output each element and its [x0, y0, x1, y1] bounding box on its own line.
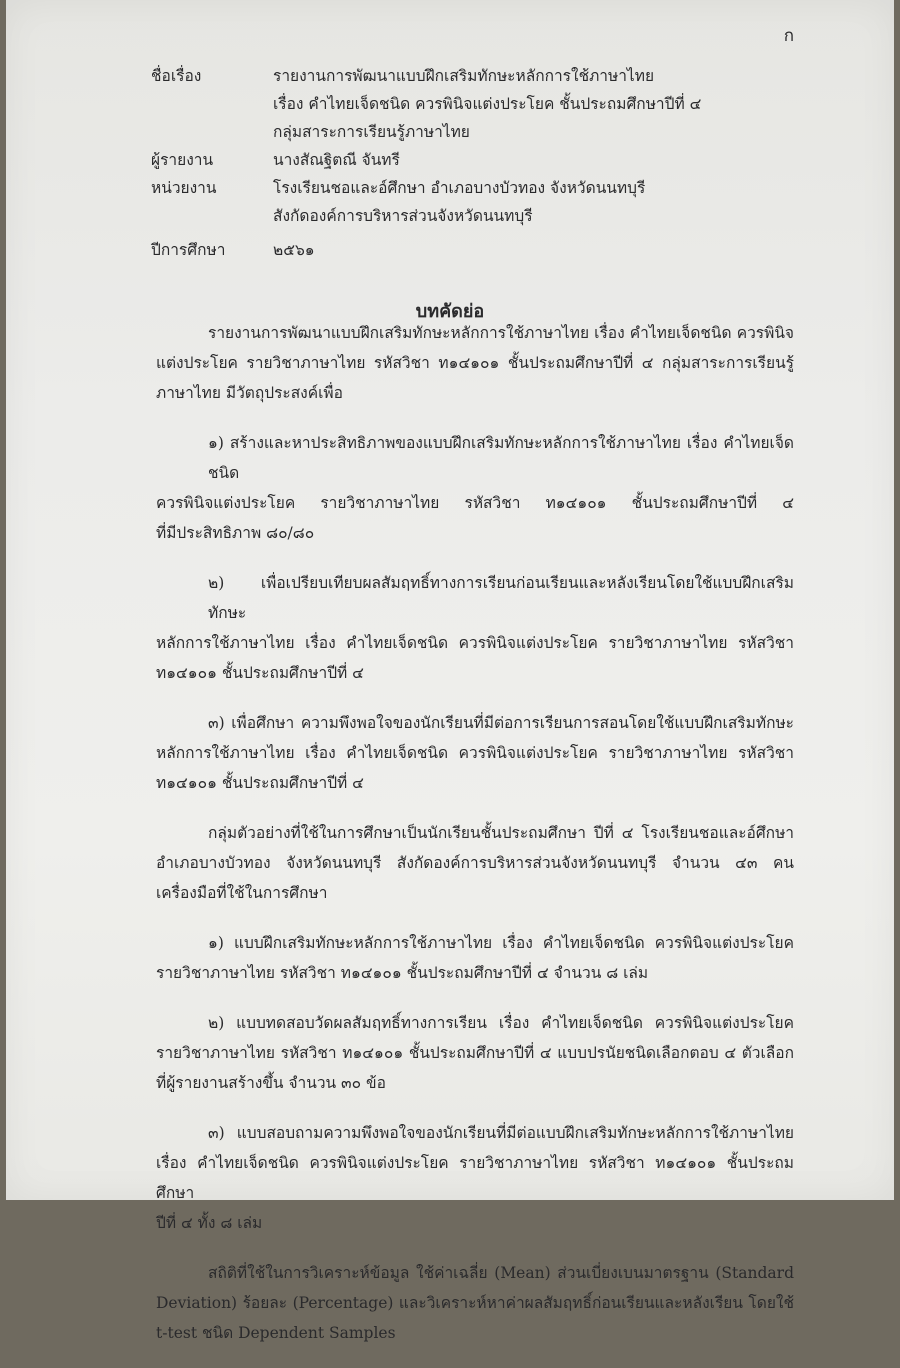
author-name: นางสัณฐิตณี จันทรี [273, 151, 400, 169]
paragraph-line: ท๑๔๑๐๑ ชั้นประถมศึกษาปีที่ ๔ [156, 664, 364, 682]
paragraph-line: ที่ผู้รายงานสร้างขึ้น จำนวน ๓๐ ข้อ [156, 1074, 386, 1092]
instrument-item [156, 928, 794, 988]
paragraph-line: Deviation) ร้อยละ (Percentage) และวิเคราะห์หาค่าผลสัมฤทธิ์ก่อนเรียนและหลังเรียน โดยใช้ [156, 1294, 794, 1312]
abstract-heading: บทคัดย่อ [415, 301, 485, 322]
paragraph-line: รายวิชาภาษาไทย รหัสวิชา ท๑๔๑๐๑ ชั้นประถมศึกษาปีที่ ๔ แบบปรนัยชนิดเลือกตอบ ๔ ตัวเลือก [156, 1044, 794, 1062]
paragraph-line: ควรพินิจแต่งประโยค รายวิชาภาษาไทย รหัสวิชา ท๑๔๑๐๑ ชั้นประถมศึกษาปีที่ ๔ [156, 494, 794, 512]
paragraph-line: ๒) แบบทดสอบวัดผลสัมฤทธิ์ทางการเรียน เรื่อง คำไทยเจ็ดชนิด ควรพินิจแต่งประโยค [208, 1014, 794, 1032]
paragraph-line: รายงานการพัฒนาแบบฝึกเสริมทักษะหลักการใช้ภาษาไทย เรื่อง คำไทยเจ็ดชนิด ควรพินิจ [208, 324, 794, 342]
title-line: รายงานการพัฒนาแบบฝึกเสริมทักษะหลักการใช้ภาษาไทย [273, 67, 655, 85]
paragraph-line: สถิติที่ใช้ในการวิเคราะห์ข้อมูล ใช้ค่าเฉลี่ย (Mean) ส่วนเบี่ยงเบนมาตรฐาน (Standard [208, 1264, 794, 1282]
title-line: เรื่อง คำไทยเจ็ดชนิด ควรพินิจแต่งประโยค ชั้นประถมศึกษาปีที่ ๔ [273, 95, 702, 113]
title-line: กลุ่มสาระการเรียนรู้ภาษาไทย [273, 123, 470, 141]
objective-item [156, 428, 794, 548]
abstract-paragraph [156, 318, 794, 408]
author-row [151, 146, 831, 174]
paragraph-line: ปีที่ ๔ ทั้ง ๘ เล่ม [156, 1214, 263, 1232]
paragraph-line: หลักการใช้ภาษาไทย เรื่อง คำไทยเจ็ดชนิด ควรพินิจแต่งประโยค รายวิชาภาษาไทย รหัสวิชา [156, 744, 794, 762]
paragraph-line: รายวิชาภาษาไทย รหัสวิชา ท๑๔๑๐๑ ชั้นประถมศึกษาปีที่ ๔ จำนวน ๘ เล่ม [156, 964, 649, 982]
year-label: ปีการศึกษา [151, 241, 226, 259]
paragraph-line: ๓) แบบสอบถามความพึงพอใจของนักเรียนที่มีต่อแบบฝึกเสริมทักษะหลักการใช้ภาษาไทย [208, 1124, 794, 1142]
objective-item [156, 568, 794, 688]
page-number: ก [783, 26, 794, 46]
agency-line: สังกัดองค์การบริหารส่วนจังหวัดนนทบุรี [273, 207, 533, 225]
instrument-item [156, 1118, 794, 1238]
agency-label: หน่วยงาน [151, 179, 217, 197]
title-row [151, 62, 831, 146]
paragraph-line: กลุ่มตัวอย่างที่ใช้ในการศึกษาเป็นนักเรียนชั้นประถมศึกษา ปีที่ ๔ โรงเรียนชอและอ์ศึกษา [208, 824, 794, 842]
instrument-item [156, 1008, 794, 1098]
paragraph-line: ๓) เพื่อศึกษา ความพึงพอใจของนักเรียนที่มีต่อการเรียนการสอนโดยใช้แบบฝึกเสริมทักษะ [208, 714, 794, 732]
paragraph-line: ท๑๔๑๐๑ ชั้นประถมศึกษาปีที่ ๔ [156, 774, 364, 792]
author-label: ผู้รายงาน [151, 151, 214, 169]
abstract-body [156, 318, 794, 1368]
paragraph-line: อำเภอบางบัวทอง จังหวัดนนทบุรี สังกัดองค์การบริหารส่วนจังหวัดนนทบุรี จำนวน ๔๓ คน [156, 854, 794, 872]
paragraph-line: หลักการใช้ภาษาไทย เรื่อง คำไทยเจ็ดชนิด ควรพินิจแต่งประโยค รายวิชาภาษาไทย รหัสวิชา [156, 634, 794, 652]
objective-item [156, 708, 794, 798]
title-label: ชื่อเรื่อง [151, 67, 202, 85]
paragraph-line: ภาษาไทย มีวัตถุประสงค์เพื่อ [156, 384, 343, 402]
paragraph-line: เรื่อง คำไทยเจ็ดชนิด ควรพินิจแต่งประโยค รายวิชาภาษาไทย รหัสวิชา ท๑๔๑๐๑ ชั้นประถมศึกษา [156, 1154, 794, 1202]
document-page [6, 0, 894, 1342]
academic-year: ๒๕๖๑ [273, 241, 315, 259]
paragraph-line: ๒) เพื่อเปรียบเทียบผลสัมฤทธิ์ทางการเรียนก่อนเรียนและหลังเรียนโดยใช้แบบฝึกเสริมทักษะ [208, 574, 794, 622]
paragraph-line: t-test ชนิด Dependent Samples [156, 1324, 396, 1342]
report-metadata [151, 62, 831, 264]
sample-paragraph [156, 818, 794, 908]
year-row [151, 236, 831, 264]
paragraph-line: ที่มีประสิทธิภาพ ๘๐/๘๐ [156, 524, 315, 542]
paragraph-line: แต่งประโยค รายวิชาภาษาไทย รหัสวิชา ท๑๔๑๐๑ ชั้นประถมศึกษาปีที่ ๔ กลุ่มสาระการเรียนรู้ [156, 354, 794, 372]
agency-row [151, 174, 831, 230]
paragraph-line: เครื่องมือที่ใช้ในการศึกษา [156, 884, 328, 902]
statistics-paragraph [156, 1258, 794, 1348]
paragraph-line: ๑) แบบฝึกเสริมทักษะหลักการใช้ภาษาไทย เรื่อง คำไทยเจ็ดชนิด ควรพินิจแต่งประโยค [208, 934, 794, 952]
paragraph-line: ๑) สร้างและหาประสิทธิภาพของแบบฝึกเสริมทักษะหลักการใช้ภาษาไทย เรื่อง คำไทยเจ็ดชนิด [208, 434, 794, 482]
agency-line: โรงเรียนชอและอ์ศึกษา อำเภอบางบัวทอง จังหวัดนนทบุรี [273, 179, 646, 197]
